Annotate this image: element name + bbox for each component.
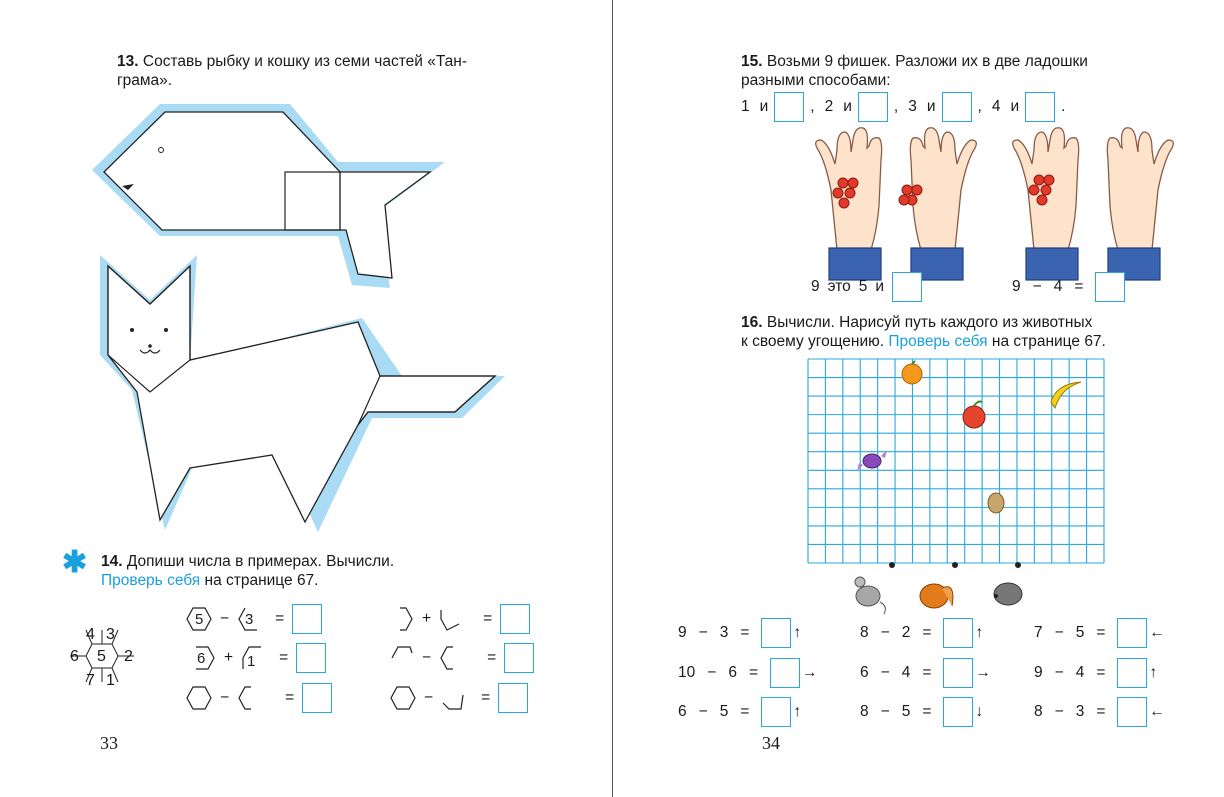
equation-row	[678, 618, 801, 648]
equation-part: 9	[1034, 664, 1043, 681]
equation-part: 4	[1075, 664, 1085, 681]
answer-box[interactable]	[943, 618, 973, 648]
tangram-fish-figure	[0, 0, 612, 560]
partial-hexagon-icon	[441, 685, 465, 711]
equation-part: −	[880, 664, 890, 681]
hex-number: 4	[86, 626, 95, 643]
equation-part: =	[922, 664, 932, 681]
equation-row	[678, 658, 818, 688]
equation-row	[860, 658, 991, 688]
arrow-up-icon: ↑	[975, 624, 984, 641]
task-text: Возьми 9 фишек. Разложи их в две ладошки	[766, 53, 1088, 70]
answer-box[interactable]	[1117, 658, 1147, 688]
animals-row	[846, 570, 1046, 618]
page-number: 33	[100, 733, 118, 753]
arrow-up-icon: ↑	[793, 703, 802, 720]
star-icon: ✱	[62, 546, 88, 579]
arrow-right-icon: →	[802, 664, 818, 681]
equation-row	[1034, 618, 1165, 648]
arrow-down-icon: ↓	[975, 703, 984, 720]
equation-part: =	[740, 703, 750, 720]
equation-part: 3	[719, 624, 729, 641]
orange-icon	[902, 361, 922, 384]
equation-part: −	[1054, 703, 1064, 720]
task-text: Допиши числа в примерах. Вычисли.	[126, 553, 395, 570]
answer-box[interactable]	[943, 697, 973, 727]
equation-part: 9	[678, 624, 687, 641]
task-text: к своему угощению.	[741, 333, 885, 350]
hexagon-icon	[186, 685, 212, 711]
check-yourself-link[interactable]: Проверь себя	[888, 333, 988, 350]
hex-number: 7	[86, 672, 95, 689]
equation-part: =	[922, 624, 932, 641]
equation-part: 10	[678, 664, 696, 681]
equation-row: − =	[390, 683, 528, 713]
equation-part: −	[698, 624, 708, 641]
answer-box[interactable]	[296, 643, 326, 673]
answer-box[interactable]	[1117, 697, 1147, 727]
equation-row	[1034, 697, 1165, 727]
arrow-right-icon: →	[975, 664, 991, 681]
task-text: разными способами:	[741, 72, 891, 89]
fish-outline	[104, 112, 430, 278]
mouse-icon	[855, 577, 885, 614]
task-number: 15.	[741, 53, 763, 70]
answer-box[interactable]	[498, 683, 528, 713]
pinecone-icon	[988, 493, 1004, 513]
book-spine	[612, 0, 613, 797]
banana-icon	[1051, 382, 1081, 408]
task-text: на странице 67.	[204, 572, 319, 589]
equation-part: −	[698, 703, 708, 720]
hex-number: 6	[70, 648, 79, 665]
equation-part: −	[1054, 624, 1064, 641]
partial-hexagon-icon	[241, 645, 263, 671]
task-16	[741, 313, 1201, 351]
arrow-up-icon: ↑	[793, 624, 802, 641]
equation-row: + =	[398, 604, 530, 634]
equation-part: =	[1096, 624, 1106, 641]
hands-illustration	[614, 0, 1224, 300]
arrow-left-icon: ←	[1149, 624, 1165, 641]
equation-row	[860, 697, 983, 727]
partial-hexagon-icon	[237, 685, 255, 711]
hedgehog-icon	[994, 583, 1022, 605]
equation-part: 7	[1034, 624, 1043, 641]
equation-row	[678, 697, 801, 727]
equation-part: =	[1096, 703, 1106, 720]
path-grid	[806, 357, 1106, 569]
equation-row: − =	[390, 643, 534, 673]
task-number: 16.	[741, 314, 763, 331]
partial-hexagon-icon	[439, 645, 457, 671]
task-14	[101, 552, 521, 590]
equation-part: 2	[901, 624, 911, 641]
partial-hexagon-icon	[390, 645, 414, 671]
candy-icon	[857, 450, 887, 471]
equation-part: =	[748, 664, 758, 681]
equation-part: −	[707, 664, 717, 681]
answer-box[interactable]	[770, 658, 800, 688]
equation-part: 5	[901, 703, 911, 720]
hex-number: 5	[97, 648, 106, 665]
hex-number: 1	[106, 672, 115, 689]
equation-part: =	[1096, 664, 1106, 681]
equation-part: −	[880, 703, 890, 720]
hand-right-1	[910, 128, 976, 280]
check-yourself-link[interactable]: Проверь себя	[101, 572, 201, 589]
hex-number: 3	[106, 626, 115, 643]
equation-row: 6 + 1 =	[194, 643, 326, 673]
answer-box[interactable]	[500, 604, 530, 634]
answer-box[interactable]	[761, 697, 791, 727]
answer-box[interactable]	[504, 643, 534, 673]
equation-part: 8	[860, 624, 869, 641]
squirrels-icon	[920, 584, 953, 608]
equation-part: 8	[1034, 703, 1043, 720]
hands-equation-2: 9 − 4 =	[1012, 272, 1125, 302]
equation-part: 8	[860, 703, 869, 720]
equation-part: 6	[860, 664, 869, 681]
cat-outline	[108, 266, 495, 522]
right-page	[614, 0, 1224, 797]
answer-box[interactable]	[943, 658, 973, 688]
equation-row	[1034, 658, 1157, 688]
equation-part: =	[740, 624, 750, 641]
equation-part: 4	[901, 664, 911, 681]
equation-part: =	[922, 703, 932, 720]
svg-text:6: 6	[197, 650, 206, 667]
task-text: грама».	[117, 72, 173, 89]
partial-hexagon-icon	[237, 606, 259, 632]
page-number: 34	[762, 733, 780, 753]
task-text: на странице 67.	[991, 333, 1106, 350]
answer-box[interactable]	[1117, 618, 1147, 648]
partial-hexagon-icon	[194, 645, 216, 671]
equation-part: −	[880, 624, 890, 641]
pairs-row: 1 и , 2 и , 3 и , 4 и .	[741, 92, 1065, 122]
equation-row: − =	[186, 683, 332, 713]
arrow-left-icon: ←	[1149, 703, 1165, 720]
answer-box[interactable]	[892, 272, 922, 302]
arrow-up-icon: ↑	[1149, 664, 1158, 681]
answer-box[interactable]	[302, 683, 332, 713]
answer-box[interactable]	[1095, 272, 1125, 302]
equation-part: −	[1054, 664, 1064, 681]
svg-text:1: 1	[247, 653, 256, 670]
task-text: Вычисли. Нарисуй путь каждого из животных	[766, 314, 1093, 331]
task-text: Составь рыбку и кошку из семи частей «Тан-	[142, 53, 467, 70]
hexagon-icon	[390, 685, 416, 711]
hands-equation-1: 9 это 5 и	[811, 272, 922, 302]
hand-fist-2	[1107, 128, 1173, 280]
equation-row: 5 − 3 =	[186, 604, 322, 634]
equation-part: 5	[1075, 624, 1085, 641]
partial-hexagon-icon	[439, 606, 461, 632]
task-number: 14.	[101, 553, 123, 570]
hexagon-icon	[186, 606, 212, 632]
hex-number: 2	[124, 648, 133, 665]
answer-box[interactable]	[761, 618, 791, 648]
equation-part: 5	[719, 703, 729, 720]
equation-part: 6	[728, 664, 737, 681]
answer-box[interactable]	[292, 604, 322, 634]
equation-row	[860, 618, 983, 648]
task-number: 13.	[117, 53, 139, 70]
equation-part: 3	[1075, 703, 1085, 720]
svg-text:5: 5	[195, 611, 204, 628]
equation-part: 6	[678, 703, 687, 720]
partial-hexagon-icon	[398, 606, 414, 632]
hexagon-number-key	[64, 620, 140, 692]
svg-text:3: 3	[245, 611, 254, 628]
